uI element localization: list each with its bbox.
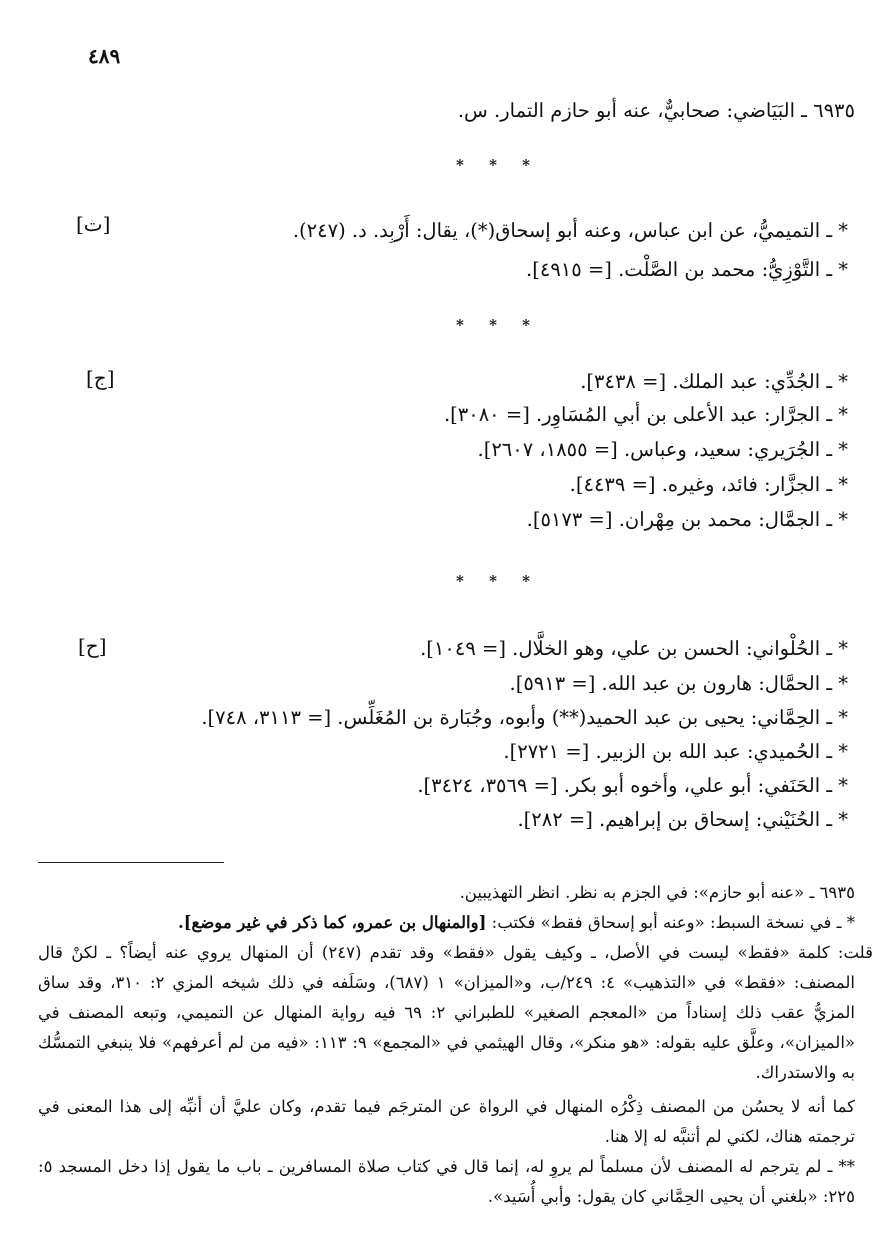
page-number: ٤٨٩ <box>88 44 121 68</box>
footnote-6935: ٦٩٣٥ ـ «عنه أبو حازم»: في الجزم به نظر. انظر التهذيبين. <box>459 883 855 902</box>
section-letter-h: [ح] <box>78 634 107 658</box>
section-letter-j: [ج] <box>86 366 115 390</box>
entry-tamimi: * ـ التميميُّ، عن ابن عباس، وعنه أبو إسحاق(*)، يقال: أَرْبِد. د. (٢٤٧). <box>292 219 848 242</box>
entry-jazzar: * ـ الجزَّار: فائد، وغيره. [= ٤٤٣٩]. <box>569 473 848 496</box>
separator-2: * * * <box>456 316 540 334</box>
footnote-star-1-text: * ـ في نسخة السبط: «وعنه أبو إسحاق فقط» فكتب: <box>486 913 855 932</box>
entry-jarrar: * ـ الجرَّار: عبد الأعلى بن أبي المُسَاوِر. [= ٣٠٨٠]. <box>443 403 848 426</box>
entry-jammal: * ـ الجمَّال: محمد بن مِهْران. [= ٥١٧٣]. <box>526 508 848 531</box>
footnote-comment-2: كما أنه لا يحسُن من المصنف ذِكْرُه المنهال في الرواة عن المترجَم فيما تقدم، وكان عليَّ أن أنبِّه إلى هذا المعنى في ترجمته هناك، لكني لم أتنبَّه له إلا هنا. <box>38 1097 855 1146</box>
footnote-star-1 <box>38 908 855 938</box>
entry-humaydi: * ـ الحُميدي: عبد الله بن الزبير. [= ٢٧٢١]. <box>503 740 848 763</box>
separator-1: * * * <box>456 156 540 174</box>
footnote-star-1-bold: [والمنهال بن عمرو، كما ذكر في غير موضع]. <box>177 913 487 932</box>
entry-juddi: * ـ الجُدِّي: عبد الملك. [= ٣٤٣٨]. <box>580 370 848 393</box>
separator-3: * * * <box>456 572 540 590</box>
entry-hanafi: * ـ الحَنَفي: أبو علي، وأخوه أبو بكر. [= ٣٥٦٩، ٣٤٢٤]. <box>417 774 848 797</box>
entry-hunayni: * ـ الحُنَيْني: إسحاق بن إبراهيم. [= ٢٨٢]. <box>517 808 848 831</box>
section-letter-t: [ت] <box>76 212 111 236</box>
entry-himmani: * ـ الحِمَّاني: يحيى بن عبد الحميد(**) وأبوه، وجُبَارة بن المُغَلِّس. [= ٣١١٣، ٧٤٨]. <box>201 706 848 729</box>
entry-hammal: * ـ الحمَّال: هارون بن عبد الله. [= ٥٩١٣]. <box>509 672 848 695</box>
footnote-star-2: ** ـ لم يترجم له المصنف لأن مسلماً لم يروِ له، إنما قال في كتاب صلاة المسافرين ـ باب ما يقول إذا دخل المسجد ٥: ٢٢٥: «بلغني أن يحيى الحِمَّاني كان يقول: وأبي أُسَيد». <box>38 1157 855 1206</box>
footnote-divider <box>38 862 224 863</box>
entry-6935: ٦٩٣٥ ـ البَيَاضي: صحابيٌّ، عنه أبو حازم التمار. س. <box>457 99 855 122</box>
footnote-comment: قلت: كلمة «فقط» ليست في الأصل، ـ وكيف يقول «فقط» وقد تقدم (٢٤٧) أن المنهال يروي عنه أيضاً؟ ـ لكنْ قال المصنف: «فقط» في «التذهيب» ٤: ٢٤٩/ب، و«الميزان» ١ (٦٨٧)، وسَلَفه في ذلك شيخه المزي ٢: ٣١٠، وقد ساق المزيُّ عقب ذلك إسناداً من «المعجم الصغير» للطبراني ٢: ٦٩ فيه رواية المنهال عن التميمي، وتبعه المصنف في «الميزان»، وعلَّق عليه بقوله: «هو منكر»، وقال الهيثمي في «المجمع» ٩: ١١٣: «فيه من لم أعرفهم» فلا ينبغي التمسُّك به والاستدراك. <box>38 943 873 1082</box>
entry-tawzi: * ـ التَّوْزِيُّ: محمد بن الصَّلْت. [= ٤٩١٥]. <box>526 258 848 281</box>
entry-jurayri: * ـ الجُرَيري: سعيد، وعباس. [= ١٨٥٥، ٢٦٠٧]. <box>477 438 848 461</box>
entry-hulwani: * ـ الحُلْواني: الحسن بن علي، وهو الخلَّال. [= ١٠٤٩]. <box>420 637 848 660</box>
